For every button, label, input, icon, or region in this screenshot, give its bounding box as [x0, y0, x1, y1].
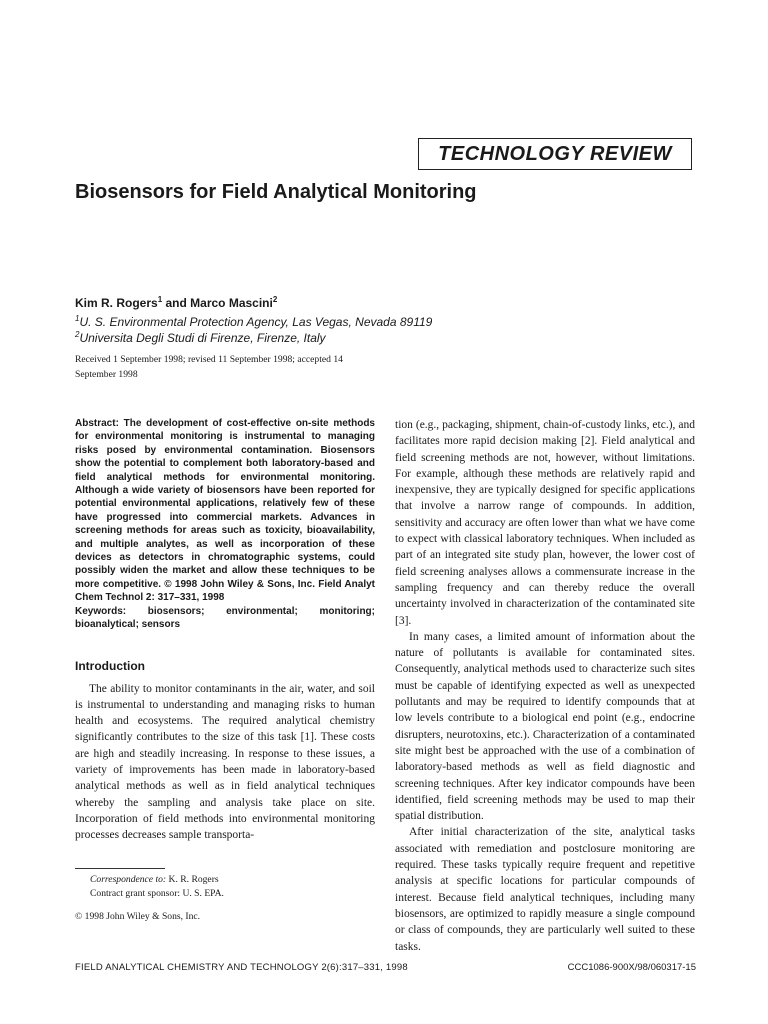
section-label [418, 138, 692, 170]
body-paragraph-2: In many cases, a limited amount of information about the nature of pollutants is available for contaminated sites. Consequently, analytical methods used to characterize such sites must be capable of identifying expected as well as unexpected pollutants and may be required to identify compounds that at low levels contribute to a biological end point (e.g., endocrine disrupters, neurotoxins, etc.). Characterization of a contaminated site might best be approached with the use of a combination of laboratory-based methods as well as field diagnostic and screening techniques. After key indicator compounds have been identified, field screening methods may be used to map their spatial distribution. [395, 630, 695, 823]
correspondence-footnote [90, 874, 219, 885]
body-paragraph-continued: tion (e.g., packaging, shipment, chain-of-custody links, etc.), and facilitates more rapid decision making [2]. Field analytical and field screening methods are not, however, without limitations. For example, although these methods are relatively rapid and inexpensive, they are typically designed for specific applications that involve a narrow range of compounds. In addition, sensitivity and accuracy are often lower than what we have come to expect with classical laboratory techniques. When included as part of an integrated site study plan, however, the lower cost of field screening analyses allows a commensurate increase in the sampling frequency and can thereby reduce the overall uncertainty involved in characterization of the contaminated site [3]. [395, 419, 695, 627]
correspondence-name: K. R. Rogers [166, 874, 219, 885]
affiliation-2 [75, 331, 326, 345]
keywords: Keywords: biosensors; environmental; monitoring; bioanalytical; sensors [75, 605, 375, 631]
affiliation-2-text: Universita Degli Studi di Firenze, Firenze, Italy [79, 331, 326, 345]
footnote-divider [75, 868, 165, 869]
journal-citation: FIELD ANALYTICAL CHEMISTRY AND TECHNOLOGY 2(6):317–331, 1998 [75, 962, 408, 973]
introduction-paragraph: The ability to monitor contaminants in the air, water, and soil is instrumental to understanding and managing risks to human health and ecosystems. The required analytical chemistry significantly contributes to the size of this task [1]. These costs are high and steadily increasing. In response to these issues, a variety of improvements has been made in laboratory-based analytical methods as well as in field analytical techniques whereby the sampling and analysis take place on site. Incorporation of field methods into environmental monitoring processes decreases sample transporta- [75, 682, 375, 842]
author-sup-1: 1 [157, 295, 163, 304]
author-names-2: and Marco Mascini [162, 296, 273, 310]
affiliation-1 [75, 315, 432, 329]
received-dates: Received 1 September 1998; revised 11 September 1998; accepted 14 September 1998 [75, 354, 343, 380]
article-title: Biosensors for Field Analytical Monitoring [75, 181, 477, 203]
affiliation-1-sup: 1 [75, 314, 80, 323]
author-sup-2: 2 [272, 295, 278, 304]
section-label-text: TECHNOLOGY REVIEW [438, 142, 672, 165]
sponsor-footnote: Contract grant sponsor: U. S. EPA. [90, 888, 224, 899]
left-column [75, 417, 375, 843]
copyright-notice: © 1998 John Wiley & Sons, Inc. [75, 911, 201, 922]
abstract: Abstract: The development of cost-effective on-site methods for environmental monitoring is instrumental to managing risks posed by environmental contamination. Biosensors show the potential to complement both laboratory-based and field analytical methods for environmental monitoring. Although a wide variety of biosensors have been reported for potential environmental applications, relatively few of these have progressed into commercial markets. Advances in screening methods for areas such as toxicity, bioavailability, and multiple analytes, as well as incorporation of these devices as detectors in chromatographic systems, could possibly widen the market and allow these techniques to be more competitive. © 1998 John Wiley & Sons, Inc. Field Analyt Chem Technol 2: 317–331, 1998 [75, 418, 375, 604]
author-names-1: Kim R. Rogers [75, 296, 158, 310]
author-line [75, 296, 277, 310]
introduction-heading: Introduction [75, 658, 145, 673]
affiliation-2-sup: 2 [75, 330, 80, 339]
body-paragraph-3: After initial characterization of the site, analytical tasks associated with remediation and postclosure monitoring are required. These tasks typically require frequent and repetitive analysis at specific locations for particular compounds of interest. Because field analytical techniques, including many biosensors, are optimized to rapidly measure a single compound or class of compounds, they are particularly well suited to these tasks. [395, 826, 695, 953]
affiliation-1-text: U. S. Environmental Protection Agency, Las Vegas, Nevada 89119 [79, 315, 433, 329]
article-code: CCC1086-900X/98/060317-15 [567, 962, 696, 973]
right-column [395, 417, 695, 955]
correspondence-label: Correspondence to: [90, 874, 167, 885]
